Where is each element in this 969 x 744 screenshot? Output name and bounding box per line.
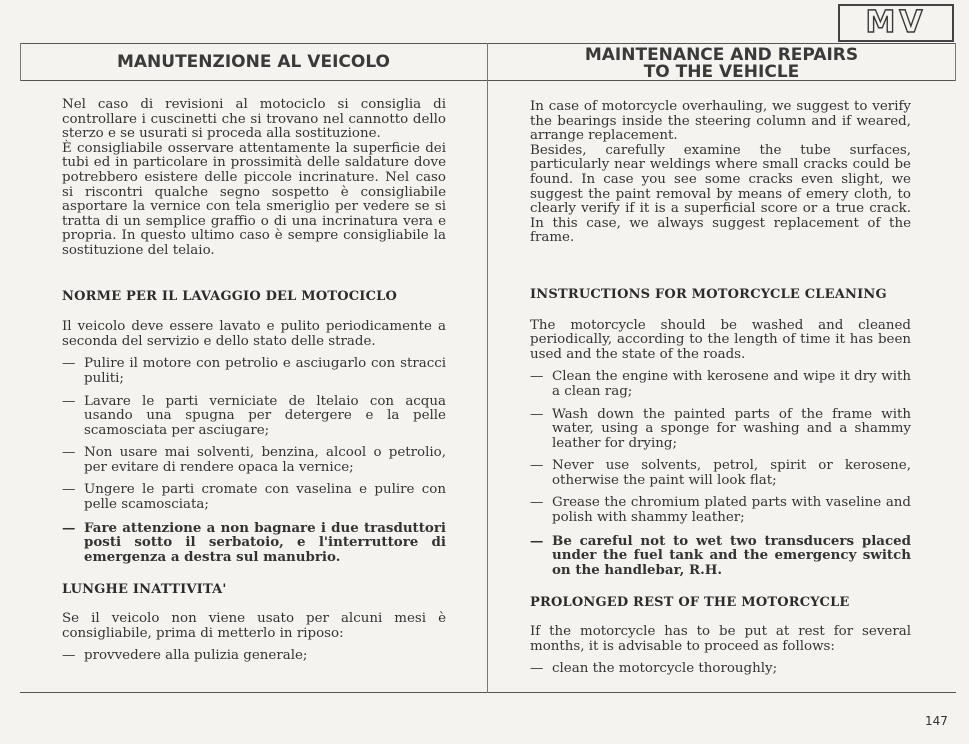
right-cleaning-item: — Grease the chromium plated parts with vaseline and polish with shammy leather; — [530, 495, 911, 526]
dash: — — [530, 458, 544, 474]
dash: — — [530, 495, 544, 511]
right-cleaning-warning: — Be careful not to wet two transducers placed under the fuel tank and the emergency switch on the handlebar, R.H. — [530, 532, 911, 578]
dash: — — [62, 393, 76, 409]
brand-logo: MV — [838, 4, 954, 42]
left-intro-1: Nel caso di revisioni al motociclo si consiglia di controllare i cuscinetti che si trovano nel cannotto dello sterzo e se usurati si proceda alla sostituzione. — [62, 97, 446, 142]
left-cleaning-heading: NORME PER IL LAVAGGIO DEL MOTOCICLO — [62, 288, 397, 304]
left-rest-item: — provvedere alla pulizia generale; — [62, 648, 308, 664]
dash: — — [62, 482, 76, 498]
right-border — [955, 43, 956, 81]
right-heading-line1: MAINTENANCE AND REPAIRS — [584, 45, 859, 65]
right-rest-item: — clean the motorcycle thoroughly; — [530, 661, 778, 677]
column-divider — [487, 43, 488, 693]
dash: — — [530, 661, 544, 677]
right-intro-2: Besides, carefully examine the tube surfaces, particularly near weldings where small cracks could be found. In case you see some cracks even slight, we suggest the paint removal by means of emery cloth, to clearly verify if it is a superficial score or a true crack. In this case, we always suggest replacement of the frame. — [530, 142, 911, 246]
right-cleaning-item: — Clean the engine with kerosene and wipe it dry with a clean rag; — [530, 369, 911, 399]
dash: — — [62, 445, 76, 461]
right-heading — [488, 47, 955, 81]
left-intro-2: È consigliabile osservare attentamente la superficie dei tubi ed in particolare in prossimità delle saldature dove potrebbero esistere delle piccole incrinature. Nel caso si riscontri qualche segno sospetto è consigliabile asportare la vernice con tela smeriglio per vedere se si tratta di un semplice graffio o di una incrinatura vera e propria. In questo ultimo caso è sempre consigliabile la sostituzione del telaio. — [62, 140, 446, 258]
right-heading-line2: TO THE VEHICLE — [643, 62, 800, 82]
header-top-rule — [20, 43, 956, 44]
left-rest-intro: Se il veicolo non viene usato per alcuni mesi è consigliabile, prima di metterlo in riposo: — [62, 611, 446, 641]
left-column — [62, 98, 446, 664]
right-cleaning-item: — Never use solvents, petrol, spirit or kerosene, otherwise the paint will look flat; — [530, 458, 911, 488]
page-number: 147 — [925, 714, 948, 728]
dash: — — [530, 532, 544, 549]
dash: — — [62, 519, 76, 536]
left-cleaning-intro: Il veicolo deve essere lavato e pulito periodicamente a seconda del servizio e dello stato delle strade. — [62, 319, 446, 349]
dash: — — [62, 648, 76, 664]
left-rest-heading: LUNGHE INATTIVITA' — [62, 582, 227, 598]
dash: — — [530, 369, 544, 385]
left-cleaning-item: — Ungere le parti cromate con vaselina e pulire con pelle scamosciata; — [62, 482, 446, 513]
dash: — — [62, 356, 76, 372]
left-cleaning-item: — Lavare le parti verniciate de ltelaio con acqua usando una spugna per detergere e la pelle scamosciata per asciugare; — [62, 393, 446, 438]
right-column — [530, 100, 911, 677]
right-rest-intro: If the motorcycle has to be put at rest for several months, it is advisable to proceed as follows: — [530, 624, 911, 654]
right-rest-heading: PROLONGED REST OF THE MOTORCYCLE — [530, 595, 850, 611]
right-cleaning-heading: INSTRUCTIONS FOR MOTORCYCLE CLEANING — [530, 286, 887, 302]
left-cleaning-item: — Pulire il motore con petrolio e asciugarlo con stracci puliti; — [62, 356, 446, 386]
left-cleaning-item: — Non usare mai solventi, benzina, alcool o petrolio, per evitare di rendere opaca la vernice; — [62, 445, 446, 475]
dash: — — [530, 406, 544, 422]
footer-rule — [20, 692, 956, 693]
right-cleaning-intro: The motorcycle should be washed and cleaned periodically, according to the length of time it has been used and the state of the roads. — [530, 317, 911, 362]
right-intro-1: In case of motorcycle overhauling, we suggest to verify the bearings inside the steering column and if weared, arrange replacement. — [530, 99, 911, 144]
left-cleaning-warning: — Fare attenzione a non bagnare i due trasduttori posti sotto il serbatoio, e l'interruttore di emergenza a destra sul manubrio. — [62, 519, 446, 565]
left-heading: MANUTENZIONE AL VEICOLO — [116, 52, 390, 72]
right-cleaning-item: — Wash down the painted parts of the frame with water, using a sponge for washing and a shammy leather for drying; — [530, 406, 911, 451]
